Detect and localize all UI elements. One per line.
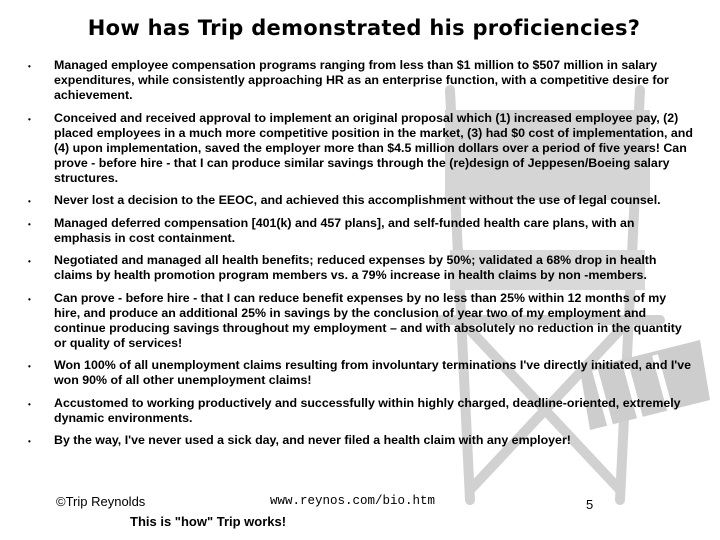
bullet-text: Won 100% of all unemployment claims resulting from involuntary terminations I've directly initiated, and I've won 90% of all other unemployment claims! xyxy=(54,358,692,387)
copyright-text: ©Trip Reynolds xyxy=(56,494,146,509)
page-number: 5 xyxy=(586,497,594,512)
bullet-marker: • xyxy=(28,197,31,206)
bullet-text: Accustomed to working productively and successfully within highly charged, deadline-oriented, extremely dynamic environments. xyxy=(54,395,681,425)
list-item xyxy=(26,358,694,388)
bullet-text: Never lost a decision to the EEOC, and achieved this accomplishment without the use of legal counsel. xyxy=(54,193,661,207)
bullet-marker: • xyxy=(28,62,31,71)
list-item xyxy=(26,253,694,283)
bullet-text: Managed employee compensation programs ranging from less than $1 million to $507 million in salary expenditures, while consistently approaching HR as an enterprise function, with a competitive desire for achievement. xyxy=(54,58,669,102)
bullet-text: Conceived and received approval to implement an original proposal which (1) increased employee pay, (2) placed employees in a much more competitive position in the market, (3) had $0 cost of implementation, and (4) upon implementation, saved the employer more than $4.5 million dollars over a period of five years! Can prove - before hire - that I can produce similar savings through the (re)design of Jeppesen/Boeing salary structures. xyxy=(54,110,693,185)
list-item xyxy=(26,433,694,448)
bullet-marker: • xyxy=(28,114,31,124)
list-item xyxy=(26,111,694,186)
list-item xyxy=(26,193,694,208)
tagline: This is "how" Trip works! xyxy=(130,514,287,529)
bullet-text: Can prove - before hire - that I can reduce benefit expenses by no less than 25% within 12 months of my hire, and produce an additional 25% in savings by the conclusion of year two of my employment and continue producing savings throughout my employment – and with absolutely no reduction in the quantity or quality of services! xyxy=(54,290,682,350)
list-item xyxy=(26,58,694,103)
bullet-marker: • xyxy=(28,399,31,409)
list-item xyxy=(26,291,694,351)
bullet-marker: • xyxy=(28,294,31,304)
page-title: How has Trip demonstrated his proficiencies? xyxy=(87,16,641,40)
bullet-marker: • xyxy=(28,219,31,229)
bullet-marker: • xyxy=(28,437,31,446)
bullet-marker: • xyxy=(28,257,31,266)
list-item xyxy=(26,216,694,246)
bullet-text: By the way, I've never used a sick day, and never filed a health claim with any employer! xyxy=(54,433,571,447)
bullet-marker: • xyxy=(28,362,31,371)
website-url: www.reynos.com/bio.htm xyxy=(270,494,436,508)
bullet-text: Negotiated and managed all health benefits; reduced expenses by 50%; validated a 68% drop in health claims by health promotion program members vs. a 79% increase in health claims by non -members. xyxy=(54,253,657,282)
list-item xyxy=(26,396,694,426)
bullet-list xyxy=(26,58,694,456)
bullet-text: Managed deferred compensation [401(k) and 457 plans], and self-funded health care plans, with an emphasis in cost containment. xyxy=(54,215,635,245)
